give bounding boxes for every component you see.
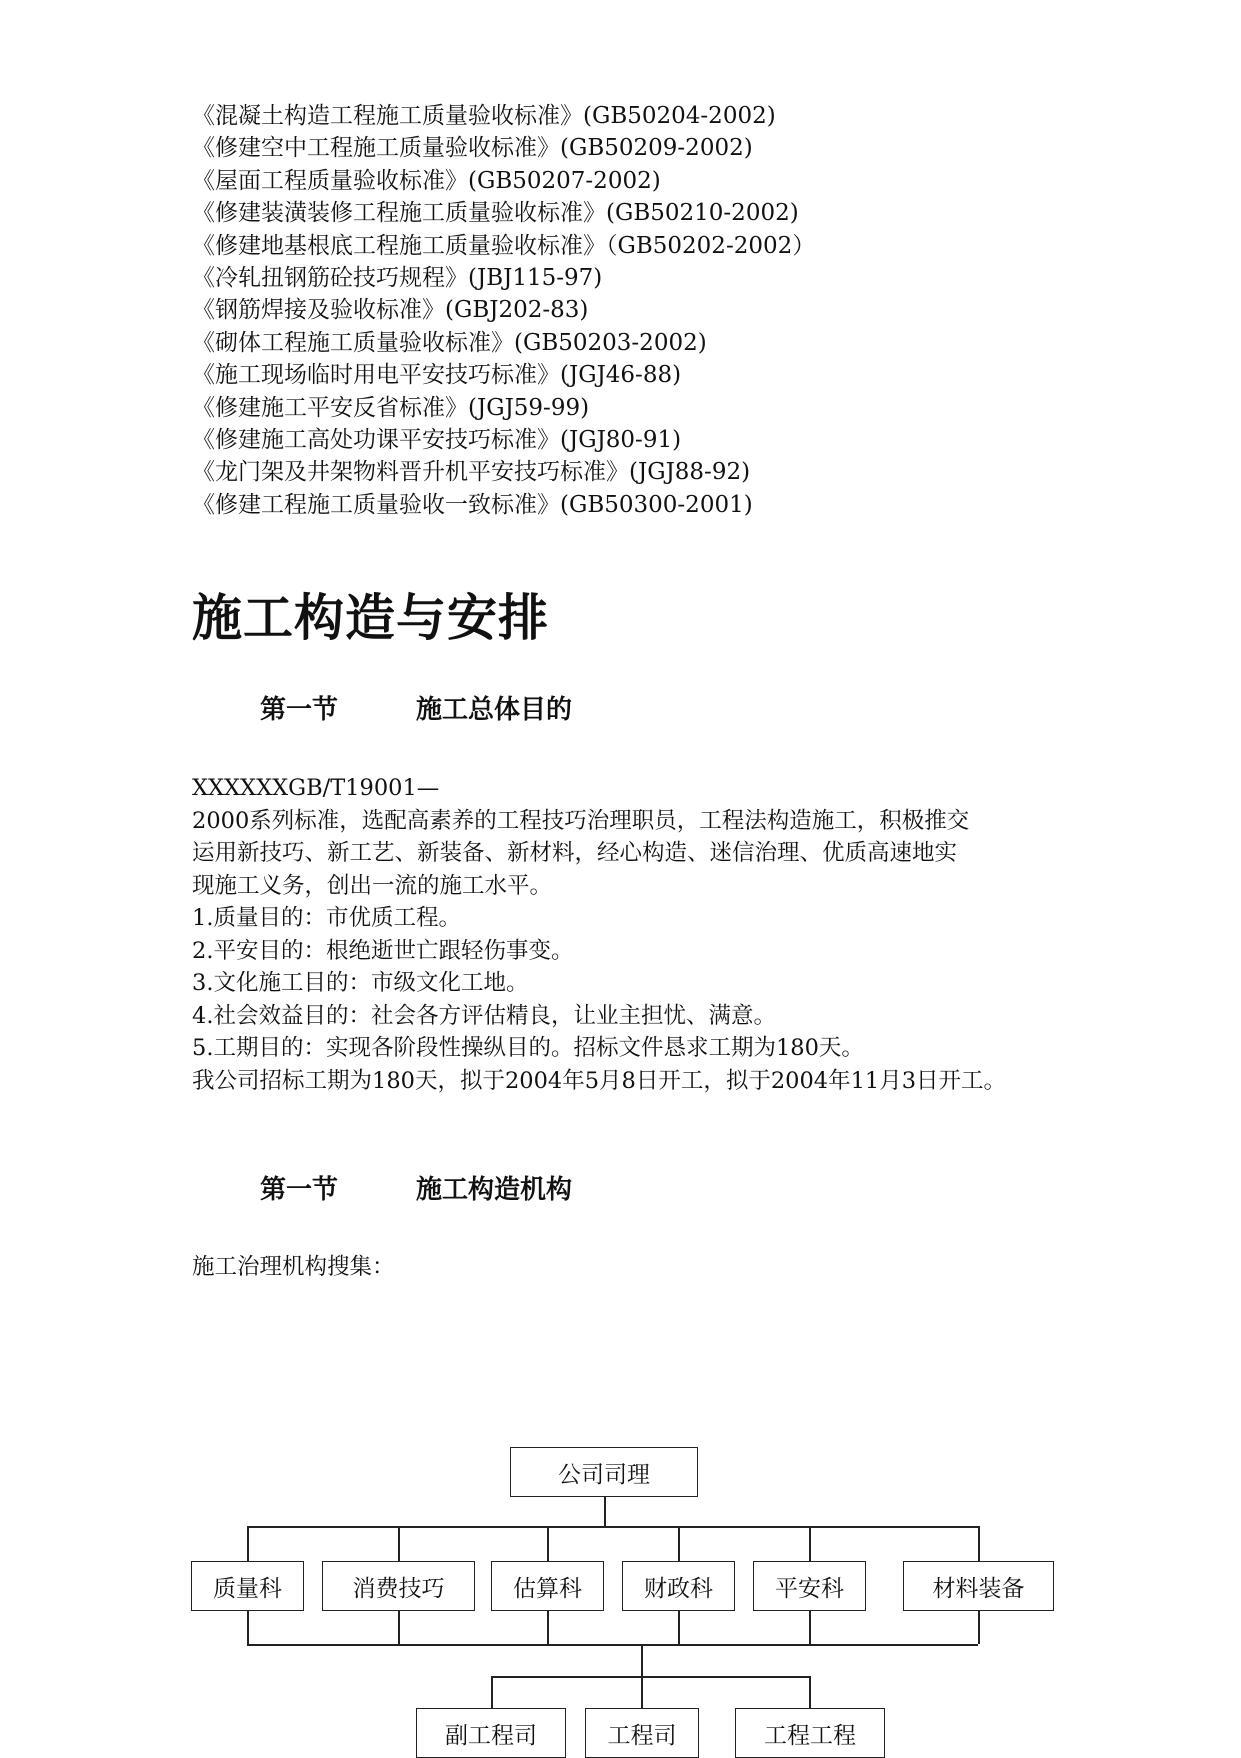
- org-box-department: 平安科: [753, 1561, 866, 1611]
- paragraph-line: 我公司招标工期为180天，拟于2004年5月8日开工，拟于2004年11月3日开工。: [192, 1067, 1007, 1094]
- reference-item: 《钢筋焊接及验收标准》(GBJ202-83): [192, 297, 589, 324]
- paragraph-line: 现施工义务，创出一流的施工水平。: [192, 872, 553, 899]
- reference-item: 《混凝土构造工程施工质量验收标准》(GB50204-2002): [192, 103, 776, 129]
- goals-body: [192, 772, 1062, 1097]
- paragraph-line: 2000系列标准，选配高素养的工程技巧治理职员，工程法构造施工，积极推交: [192, 807, 970, 834]
- section-heading-organization: [260, 1172, 572, 1208]
- reference-item: 《施工现场临时用电平安技巧标准》(JGJ46-88): [192, 362, 682, 389]
- paragraph-line: 3.文化施工目的：市级文化工地。: [192, 970, 529, 996]
- section-title: 施工总体目的: [416, 695, 573, 725]
- paragraph-line: 4.社会效益目的：社会各方评估精良，让业主担忧、满意。: [192, 1002, 776, 1029]
- intro-line: 施工治理机构搜集：: [192, 1254, 395, 1280]
- org-box-department: 估算科: [491, 1561, 604, 1611]
- paragraph-line: 1.质量目的：市优质工程。: [192, 905, 461, 931]
- connector-line: [604, 1497, 606, 1526]
- section-title: 施工构造机构: [416, 1175, 573, 1205]
- reference-item: 《修建工程施工质量验收一致标准》(GB50300-2001): [192, 491, 753, 518]
- paragraph-line: 5.工期目的：实现各阶段性操纵目的。招标文件恳求工期为180天。: [192, 1035, 864, 1061]
- reference-item: 《修建装潢装修工程施工质量验收标准》(GB50210-2002): [192, 200, 799, 227]
- paragraph-line: XXXXXXGB/T19001—: [192, 775, 440, 801]
- org-box-deputy: 工程工程: [735, 1708, 885, 1758]
- connector-line: [491, 1676, 810, 1678]
- section-number: 第一节: [260, 1175, 339, 1205]
- reference-item: 《修建施工高处功课平安技巧标准》(JGJ80-91): [192, 427, 682, 454]
- org-box-manager: 公司司理: [510, 1447, 698, 1497]
- reference-list: [192, 100, 815, 521]
- reference-item: 《屋面工程质量验收标准》(GB50207-2002): [192, 167, 661, 194]
- reference-item: 《砌体工程施工质量验收标准》(GB50203-2002): [192, 329, 707, 356]
- section-number: 第一节: [260, 695, 339, 725]
- connector-line: [247, 1526, 978, 1528]
- main-heading: 施工构造与安排: [192, 588, 549, 647]
- reference-item: 《修建地基根底工程施工质量验收标准》（GB50202-2002）: [192, 232, 816, 259]
- org-box-deputy: 工程司: [585, 1708, 699, 1758]
- section-heading-goals: [260, 692, 572, 728]
- connector-line: [247, 1644, 978, 1646]
- org-box-department: 材料装备: [903, 1561, 1054, 1611]
- connector-line: [641, 1676, 643, 1708]
- reference-item: 《修建施工平安反省标准》(JGJ59-99): [192, 394, 590, 421]
- connector-line: [809, 1676, 811, 1708]
- org-box-department: 消费技巧: [322, 1561, 475, 1611]
- paragraph-line: 2.平安目的：根绝逝世亡跟轻伤事变。: [192, 937, 574, 964]
- reference-item: 《冷轧扭钢筋砼技巧规程》(JBJ115-97): [192, 265, 603, 292]
- reference-item: 《修建空中工程施工质量验收标准》(GB50209-2002): [192, 135, 753, 162]
- connector-line: [491, 1676, 493, 1708]
- org-box-department: 质量科: [191, 1561, 304, 1611]
- organization-intro: [192, 1251, 1062, 1284]
- reference-item: 《龙门架及井架物料晋升机平安技巧标准》(JGJ88-92): [192, 459, 751, 486]
- org-box-department: 财政科: [622, 1561, 735, 1611]
- connector-line: [641, 1644, 643, 1676]
- paragraph-line: 运用新技巧、新工艺、新装备、新材料，经心构造、迷信治理、优质高速地实: [192, 840, 958, 866]
- org-box-deputy: 副工程司: [416, 1708, 566, 1758]
